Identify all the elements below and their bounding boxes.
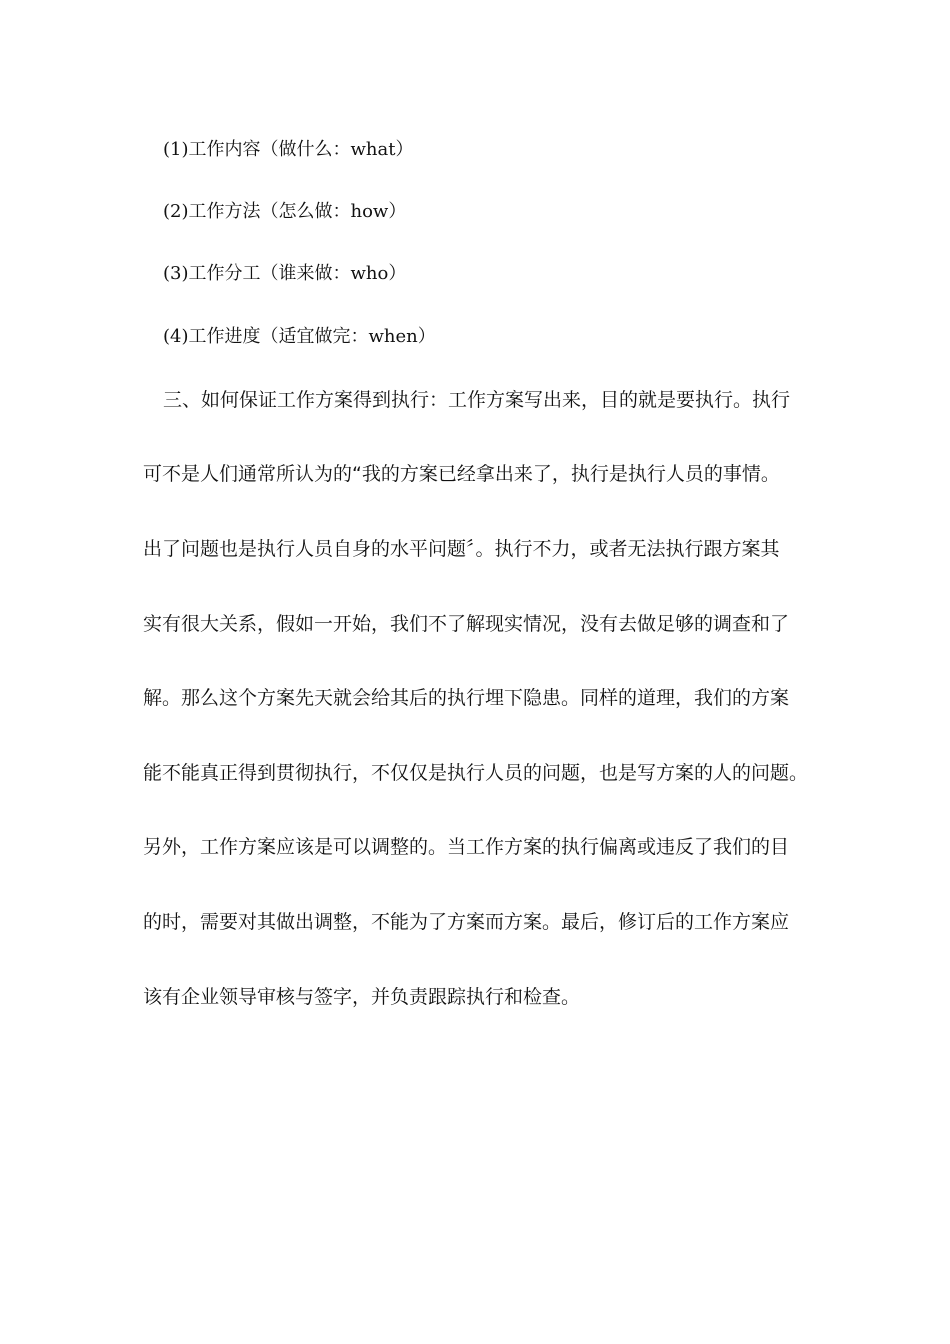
paragraph-line: 另外，工作方案应该是可以调整的。当工作方案的执行偏离或违反了我们的目	[143, 836, 790, 858]
list-item-what: (1)工作内容（做什么：what）	[163, 139, 414, 160]
paragraph-line: 该有企业领导审核与签字，并负责跟踪执行和检查。	[143, 986, 581, 1008]
list-item-how: (2)工作方法（怎么做：how）	[163, 201, 407, 222]
paragraph-line: 解。那么这个方案先天就会给其后的执行埋下隐患。同样的道理，我们的方案	[143, 687, 790, 709]
list-item-who: (3)工作分工（谁来做：who）	[163, 263, 407, 284]
paragraph-line: 可不是人们通常所认为的“我的方案已经拿出来了，执行是执行人员的事情。	[143, 463, 780, 485]
paragraph-line: 的时，需要对其做出调整，不能为了方案而方案。最后，修订后的工作方案应	[143, 911, 790, 933]
paragraph-line: 实有很大关系，假如一开始，我们不了解现实情况，没有去做足够的调查和了	[143, 613, 790, 635]
paragraph-line: 三、如何保证工作方案得到执行：工作方案写出来，目的就是要执行。执行	[163, 389, 791, 411]
paragraph-line: 能不能真正得到贯彻执行，不仅仅是执行人员的问题，也是写方案的人的问题。	[143, 762, 809, 784]
paragraph-line: 出了问题也是执行人员自身的水平问题〞。执行不力，或者无法执行跟方案其	[143, 538, 780, 560]
list-item-when: (4)工作进度（适宜做完：when）	[163, 326, 436, 347]
